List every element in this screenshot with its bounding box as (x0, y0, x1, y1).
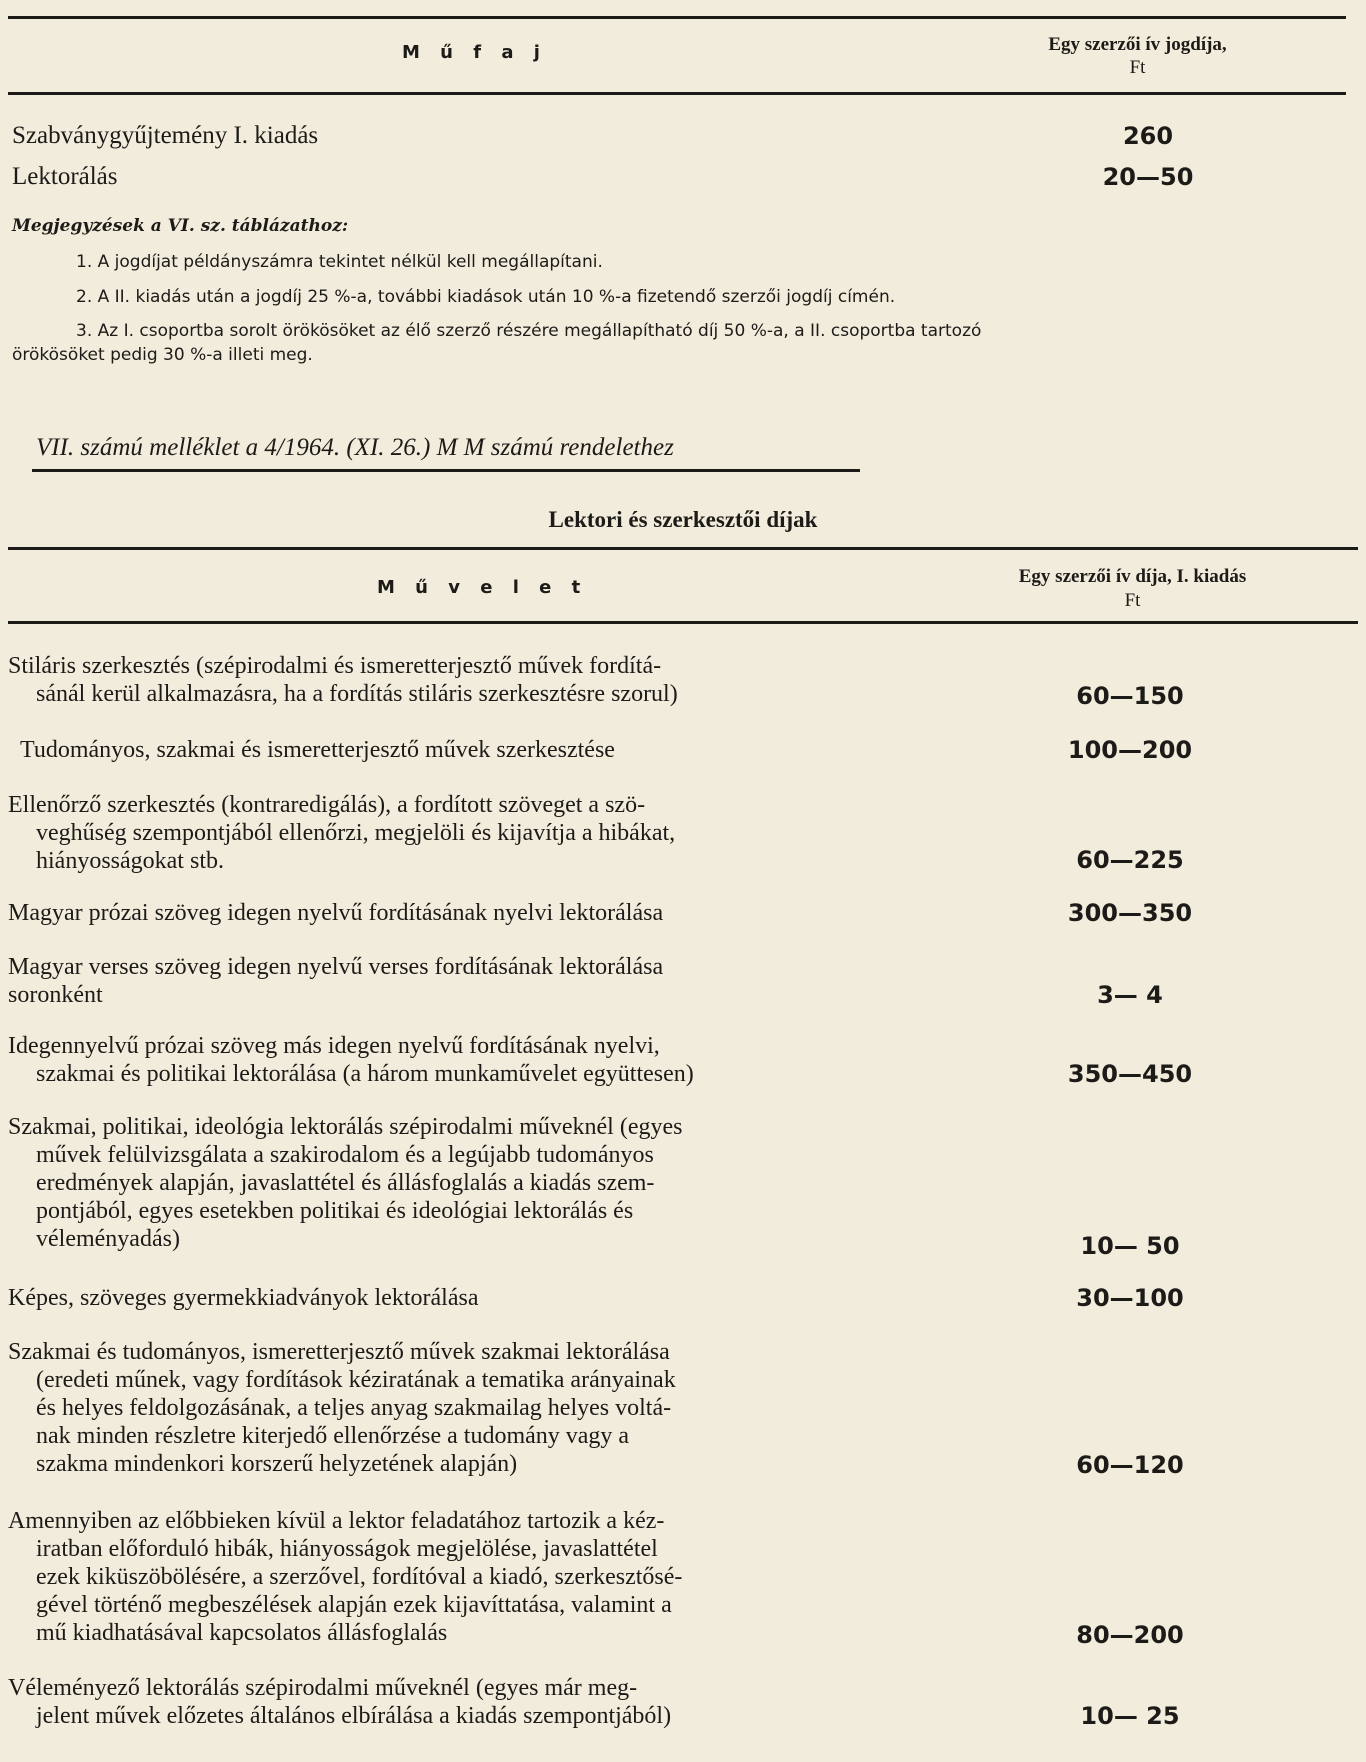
desc-line: soronként (8, 982, 103, 1008)
table7-row-value: 60—225 (1076, 846, 1184, 874)
table7-row-desc (20, 736, 920, 764)
table7-row-value: 60—120 (1076, 1451, 1184, 1479)
desc-line: Magyar verses szöveg idegen nyelvű verses fordításának lektorálása (8, 954, 664, 980)
desc-line: eredmények alapján, javaslattétel és állásfoglalás a kiadás szem- (36, 1170, 655, 1196)
desc-line: hiányosságokat stb. (36, 848, 224, 874)
desc-line: jelent művek előzetes általános elbírálása a kiadás szempontjából) (36, 1703, 672, 1729)
table7-row-value: 30—100 (1076, 1284, 1184, 1312)
table7-row-desc (8, 652, 908, 708)
desc-line: Tudományos, szakmai és ismeretterjesztő művek szerkesztése (20, 737, 615, 763)
table7-row-value: 3— 4 (1097, 981, 1163, 1009)
table7-row-value: 80—200 (1076, 1621, 1184, 1649)
desc-line: Ellenőrző szerkesztés (kontraredigálás), a fordított szöveget a szö- (8, 792, 646, 818)
table6-col-genre: M ű f a j (402, 42, 547, 63)
desc-line: pontjából, egyes esetekben politikai és ideológiai lektorálás és (36, 1198, 634, 1224)
table6-row-value: 260 (1122, 122, 1174, 150)
table7-col-fee-line2: Ft (1124, 590, 1141, 611)
annex-subtitle: Lektori és szerkesztői díjak (548, 507, 818, 532)
desc-line: sánál kerül alkalmazásra, ha a fordítás stiláris szerkesztésre szorul) (36, 681, 678, 707)
desc-line: ezek kiküszöbölésére, a szerzővel, fordítóval a kiadó, szerkesztősé- (36, 1564, 683, 1590)
desc-line: nak minden részletre kiterjedő ellenőrzése a tudomány vagy a (36, 1423, 630, 1449)
desc-line: Képes, szöveges gyermekkiadványok lektorálása (8, 1285, 479, 1311)
note-item: 1. A jogdíjat példányszámra tekintet nélkül kell megállapítani. (76, 252, 603, 272)
annex-title: VII. számú melléklet a 4/1964. (XI. 26.) M M számú rendelethez (36, 434, 674, 461)
desc-line: Magyar prózai szöveg idegen nyelvű fordításának nyelvi lektorálása (8, 900, 664, 926)
table7-row-desc (8, 953, 908, 1009)
table6-col-fee-line2: Ft (1129, 57, 1146, 78)
desc-line: Stiláris szerkesztés (szépirodalmi és ismeretterjesztő művek fordítá- (8, 653, 662, 679)
table7-row-desc (8, 1032, 908, 1088)
table7-row-value: 100—200 (1067, 736, 1193, 764)
table7-row-desc (8, 791, 908, 875)
table6-col-fee-line1: Egy szerzői ív jogdíja, (1048, 34, 1227, 55)
note-item: 2. A II. kiadás után a jogdíj 25 %-a, további kiadások után 10 %-a fizetendő szerzői jogdíj címén. (76, 287, 896, 307)
table7-row-value: 10— 50 (1080, 1232, 1180, 1260)
desc-line: Szakmai és tudományos, ismeretterjesztő művek szakmai lektorálása (8, 1339, 670, 1365)
notes-heading: Megjegyzések a VI. sz. táblázathoz: (12, 216, 349, 236)
table7-row-desc (8, 1113, 908, 1253)
table6-top-rule (8, 16, 1346, 19)
table7-row-desc (8, 899, 908, 927)
table7-row-desc (8, 1674, 908, 1730)
table7-row-value: 300—350 (1067, 899, 1193, 927)
table7-col-fee-line1: Egy szerzői ív díja, I. kiadás (1018, 566, 1247, 587)
desc-line: Véleményező lektorálás szépirodalmi műveknél (egyes már meg- (8, 1675, 638, 1701)
desc-line: és helyes feldolgozásának, a teljes anyag szakmailag helyes voltá- (36, 1395, 672, 1421)
desc-line: Idegennyelvű prózai szöveg más idegen nyelvű fordításának nyelvi, (8, 1033, 660, 1059)
desc-line: (eredeti műnek, vagy fordítások kéziratának a tematika arányainak (36, 1367, 676, 1393)
table7-row-desc (8, 1284, 908, 1312)
desc-line: szakmai és politikai lektorálása (a három munkaművelet együttesen) (36, 1061, 694, 1087)
desc-line: Amennyiben az előbbieken kívül a lektor feladatához tartozik a kéz- (8, 1508, 665, 1534)
table6-row-label: Szabványgyűjtemény I. kiadás (12, 122, 319, 149)
note-item: 3. Az I. csoportba sorolt örökösöket az élő szerző részére megállapítható díj 50 %-a, a II. csoportba tartozó (76, 321, 982, 341)
table7-top-rule (8, 547, 1358, 550)
table6-row-value: 20—50 (1102, 163, 1194, 191)
table6-header-rule (8, 92, 1346, 95)
table7-row-value: 10— 25 (1080, 1702, 1180, 1730)
table7-row-desc (8, 1507, 908, 1647)
desc-line: véleményadás) (36, 1226, 180, 1252)
desc-line: mű kiadhatásával kapcsolatos állásfoglalás (36, 1620, 448, 1646)
desc-line: iratban előforduló hibák, hiányosságok megjelölése, javaslattétel (36, 1536, 658, 1562)
table7-row-value: 350—450 (1067, 1060, 1193, 1088)
desc-line: gével történő megbeszélések alapján ezek kijavíttatása, valamint a (36, 1592, 672, 1618)
note-item: örökösöket pedig 30 %-a illeti meg. (12, 345, 313, 365)
desc-line: veghűség szempontjából ellenőrzi, megjelöli és kijavítja a hibákat, (36, 820, 676, 846)
desc-line: művek felülvizsgálata a szakirodalom és a legújabb tudományos (36, 1142, 654, 1168)
table6-row-label: Lektorálás (12, 163, 118, 190)
desc-line: Szakmai, politikai, ideológia lektorálás szépirodalmi műveknél (egyes (8, 1114, 683, 1140)
table7-row-desc (8, 1338, 908, 1478)
table7-col-operation: M ű v e l e t (377, 577, 588, 598)
desc-line: szakma mindenkori korszerű helyzetének alapján) (36, 1451, 518, 1477)
table7-header-rule (8, 621, 1358, 624)
annex-title-rule (32, 469, 860, 472)
table7-row-value: 60—150 (1076, 682, 1184, 710)
